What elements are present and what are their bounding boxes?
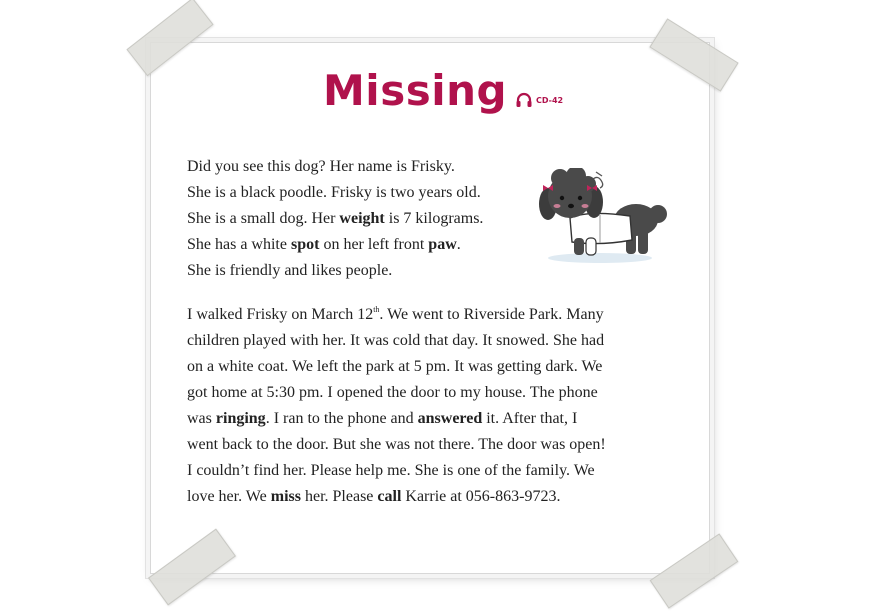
text-line: on a white coat. We left the park at 5 pm. It was getting dark. We — [187, 358, 603, 375]
text-line: children played with her. It was cold that day. It snowed. She had — [187, 332, 605, 349]
headphones-icon — [515, 92, 533, 108]
audio-track-label: CD-42 — [536, 95, 564, 105]
vocab-word: spot — [290, 236, 320, 253]
text-line: went back to the door. But she was not there. The door was open! — [187, 436, 606, 453]
text-line: was ringing. I ran to the phone and answered it. After that, I — [187, 410, 578, 427]
description-paragraph — [187, 154, 547, 284]
vocab-word: paw — [428, 236, 457, 253]
vocab-word: miss — [270, 488, 301, 505]
text-line: Did you see this dog? Her name is Frisky. — [187, 158, 455, 175]
text-line: I walked Frisky on March 12th. We went to Riverside Park. Many — [187, 305, 604, 323]
vocab-word: ringing — [215, 410, 266, 427]
text-line: got home at 5:30 pm. I opened the door to my house. The phone — [187, 384, 598, 401]
text-line: She has a white spot on her left front paw. — [187, 236, 461, 253]
vocab-word: call — [377, 488, 402, 505]
text-line: love her. We miss her. Please call Karrie at 056-863-9723. — [187, 488, 561, 505]
vocab-word: answered — [417, 410, 483, 427]
poodle-dog-illustration — [530, 168, 670, 264]
text-line: She is a small dog. Her weight is 7 kilograms. — [187, 210, 484, 227]
text-line: I couldn’t find her. Please help me. She is one of the family. We — [187, 462, 595, 479]
page-title: Missing — [323, 66, 508, 115]
text-line: She is friendly and likes people. — [187, 262, 393, 279]
story-paragraph — [187, 302, 677, 510]
audio-track[interactable] — [515, 92, 563, 108]
vocab-word: weight — [339, 210, 385, 227]
text-line: She is a black poodle. Frisky is two years old. — [187, 184, 481, 201]
